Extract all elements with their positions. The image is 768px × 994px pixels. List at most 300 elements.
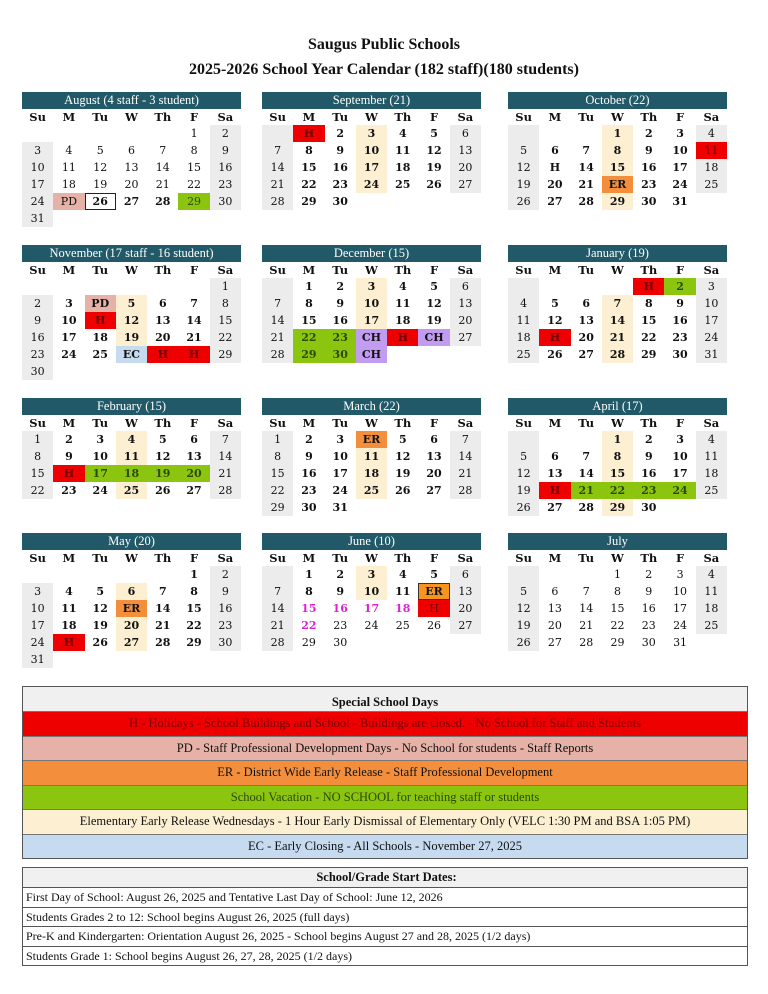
weekday-header bbox=[508, 415, 727, 431]
weekday-label: M bbox=[548, 263, 562, 277]
empty-cell bbox=[356, 634, 387, 651]
day-cell: 26 bbox=[508, 499, 539, 516]
weekday-label: F bbox=[189, 110, 199, 124]
day-cell: 4 bbox=[65, 144, 73, 157]
day-cell: 31 bbox=[673, 636, 688, 649]
day-cell: ER bbox=[418, 583, 449, 600]
day-cell: 27 bbox=[547, 636, 562, 649]
day-cell: 12 bbox=[93, 161, 108, 174]
day-cell: 13 bbox=[155, 314, 171, 327]
day-cell: 5 bbox=[96, 144, 104, 157]
day-cell: 17 bbox=[332, 467, 348, 480]
day-cell: 11 bbox=[356, 448, 387, 465]
empty-cell bbox=[387, 634, 418, 651]
weekday-header bbox=[262, 415, 481, 431]
month-3 bbox=[22, 245, 241, 380]
weekday-label: Tu bbox=[92, 551, 109, 565]
weekday-label: Su bbox=[515, 416, 532, 430]
month-title: June (10) bbox=[262, 533, 481, 550]
day-cell: 6 bbox=[127, 144, 135, 157]
day-cell: 10 bbox=[356, 142, 387, 159]
day-cell: 13 bbox=[450, 142, 481, 159]
day-cell: 25 bbox=[696, 482, 727, 499]
day-cell: 17 bbox=[85, 465, 116, 482]
day-cell: 29 bbox=[210, 346, 241, 363]
weekday-label: F bbox=[675, 110, 685, 124]
day-cell: 18 bbox=[116, 465, 147, 482]
weekday-label: F bbox=[675, 263, 685, 277]
month-title: February (15) bbox=[22, 398, 241, 415]
empty-cell bbox=[178, 278, 209, 295]
empty-cell bbox=[571, 566, 602, 583]
day-cell: 22 bbox=[186, 619, 202, 632]
empty-cell bbox=[85, 210, 116, 227]
empty-cell bbox=[85, 278, 116, 295]
day-cell: 28 bbox=[578, 195, 594, 208]
day-cell: 5 bbox=[430, 568, 438, 581]
empty-cell bbox=[147, 651, 178, 668]
day-cell: 22 bbox=[641, 331, 657, 344]
weekday-label: Sa bbox=[217, 110, 234, 124]
day-cell: 10 bbox=[673, 585, 688, 598]
weekday-label: Th bbox=[154, 263, 172, 277]
day-cell: H bbox=[293, 125, 324, 142]
day-cell: H bbox=[53, 465, 84, 482]
empty-cell bbox=[53, 651, 84, 668]
day-cell: 20 bbox=[547, 178, 563, 191]
weekday-label: Tu bbox=[578, 263, 595, 277]
day-cell: 29 bbox=[610, 636, 625, 649]
weekday-header bbox=[508, 262, 727, 278]
weekday-label: Th bbox=[154, 551, 172, 565]
weekday-label: Su bbox=[29, 416, 46, 430]
day-cell: 15 bbox=[602, 465, 633, 482]
weekday-label: M bbox=[302, 110, 316, 124]
empty-cell bbox=[178, 651, 209, 668]
month-title: December (15) bbox=[262, 245, 481, 262]
day-cell: 5 bbox=[430, 280, 438, 293]
weekday-label: W bbox=[125, 110, 138, 124]
empty-cell bbox=[178, 363, 209, 380]
weekday-label: W bbox=[125, 263, 138, 277]
day-cell: 16 bbox=[210, 600, 241, 617]
day-cell: 30 bbox=[641, 501, 657, 514]
day-cell: 11 bbox=[696, 142, 727, 159]
empty-cell bbox=[418, 634, 449, 651]
day-cell: 12 bbox=[508, 600, 539, 617]
day-cell: 1 bbox=[190, 568, 198, 581]
day-cell: 8 bbox=[190, 585, 198, 598]
weekday-header bbox=[22, 415, 241, 431]
empty-cell bbox=[508, 125, 539, 142]
day-cell: 19 bbox=[426, 314, 442, 327]
day-grid bbox=[22, 566, 241, 668]
empty-cell bbox=[356, 499, 387, 516]
start-dates-row: First Day of School: August 26, 2025 and Tentative Last Day of School: June 12, 2026 bbox=[23, 887, 747, 907]
day-cell: 23 bbox=[61, 484, 77, 497]
empty-cell bbox=[178, 210, 209, 227]
weekday-label: M bbox=[302, 416, 316, 430]
weekday-label: Sa bbox=[703, 551, 720, 565]
day-cell: 17 bbox=[22, 176, 53, 193]
day-cell: 8 bbox=[613, 585, 621, 598]
day-cell: 12 bbox=[155, 450, 171, 463]
day-cell: 26 bbox=[395, 484, 411, 497]
empty-cell bbox=[116, 125, 147, 142]
empty-cell bbox=[116, 278, 147, 295]
weekday-label: W bbox=[611, 416, 624, 430]
day-cell: 17 bbox=[61, 331, 77, 344]
weekday-label: M bbox=[302, 551, 316, 565]
weekday-label: W bbox=[611, 551, 624, 565]
weekday-label: W bbox=[611, 263, 624, 277]
day-cell: 31 bbox=[696, 346, 727, 363]
day-cell: 1 bbox=[602, 125, 633, 142]
weekday-label: M bbox=[62, 263, 76, 277]
month-11 bbox=[508, 533, 727, 651]
weekday-label: Sa bbox=[703, 416, 720, 430]
start-dates-title: School/Grade Start Dates: bbox=[23, 868, 747, 887]
weekday-label: Th bbox=[394, 551, 412, 565]
day-cell: 8 bbox=[210, 295, 241, 312]
day-cell: 6 bbox=[450, 566, 481, 583]
day-cell: CH bbox=[356, 329, 387, 346]
empty-cell bbox=[85, 125, 116, 142]
weekday-label: Tu bbox=[92, 110, 109, 124]
day-cell: 19 bbox=[508, 617, 539, 634]
day-cell: 6 bbox=[551, 585, 559, 598]
day-cell: H bbox=[539, 482, 570, 499]
weekday-label: F bbox=[675, 551, 685, 565]
day-cell: 23 bbox=[641, 619, 656, 632]
empty-cell bbox=[539, 125, 570, 142]
day-cell: 9 bbox=[65, 450, 73, 463]
day-cell: 29 bbox=[262, 499, 293, 516]
day-cell: 8 bbox=[22, 448, 53, 465]
empty-cell bbox=[418, 499, 449, 516]
day-cell: 3 bbox=[676, 127, 684, 140]
weekday-label: Su bbox=[29, 110, 46, 124]
day-cell: 12 bbox=[426, 144, 442, 157]
day-cell: 25 bbox=[508, 346, 539, 363]
empty-cell bbox=[147, 210, 178, 227]
day-cell: 7 bbox=[582, 585, 590, 598]
day-cell: 20 bbox=[547, 619, 562, 632]
empty-cell bbox=[53, 210, 84, 227]
day-cell: 27 bbox=[450, 176, 481, 193]
day-cell: 5 bbox=[508, 448, 539, 465]
day-cell: 15 bbox=[301, 314, 317, 327]
day-cell: 28 bbox=[262, 193, 293, 210]
day-cell: 20 bbox=[450, 159, 481, 176]
day-cell: 24 bbox=[61, 348, 77, 361]
day-cell: 6 bbox=[551, 144, 559, 157]
day-cell: 11 bbox=[395, 297, 411, 310]
empty-cell bbox=[22, 278, 53, 295]
day-cell: H bbox=[147, 346, 178, 363]
day-cell: 12 bbox=[508, 465, 539, 482]
day-cell: 9 bbox=[676, 297, 684, 310]
day-cell: CH bbox=[356, 346, 387, 363]
weekday-header bbox=[508, 109, 727, 125]
day-cell: 21 bbox=[262, 329, 293, 346]
weekday-label: Th bbox=[154, 110, 172, 124]
day-cell: H bbox=[178, 346, 209, 363]
start-dates-table bbox=[22, 867, 748, 966]
day-cell: 2 bbox=[664, 278, 695, 295]
weekday-label: Sa bbox=[217, 263, 234, 277]
day-cell: 5 bbox=[508, 583, 539, 600]
day-cell: 22 bbox=[293, 329, 324, 346]
weekday-label: F bbox=[189, 416, 199, 430]
day-cell: 18 bbox=[92, 331, 108, 344]
legend-vacation: School Vacation - NO SCHOOL for teaching staff or students bbox=[23, 785, 747, 810]
day-cell: 3 bbox=[356, 125, 387, 142]
day-cell: 12 bbox=[116, 312, 147, 329]
empty-cell bbox=[539, 278, 570, 295]
weekday-header bbox=[508, 550, 727, 566]
legend-title: Special School Days bbox=[23, 687, 747, 711]
empty-cell bbox=[262, 125, 293, 142]
day-cell: 22 bbox=[210, 329, 241, 346]
day-cell: 18 bbox=[696, 600, 727, 617]
legend-elem-wed: Elementary Early Release Wednesdays - 1 Hour Early Dismissal of Elementary Only (VELC 1:30 PM and BSA 1:05 PM) bbox=[23, 809, 747, 834]
empty-cell bbox=[356, 193, 387, 210]
day-cell: 22 bbox=[301, 619, 317, 632]
day-cell: 10 bbox=[61, 314, 77, 327]
day-cell: 11 bbox=[61, 161, 76, 174]
day-cell: 1 bbox=[210, 278, 241, 295]
day-cell: 13 bbox=[578, 314, 594, 327]
weekday-label: Th bbox=[640, 551, 658, 565]
day-cell: 19 bbox=[147, 465, 178, 482]
day-cell: 4 bbox=[508, 295, 539, 312]
weekday-label: M bbox=[62, 110, 76, 124]
day-cell: 25 bbox=[395, 178, 411, 191]
day-cell: 17 bbox=[672, 161, 688, 174]
day-cell: 12 bbox=[92, 602, 108, 615]
day-cell: 3 bbox=[96, 433, 105, 446]
day-cell: 31 bbox=[332, 501, 348, 514]
day-cell: 14 bbox=[262, 600, 293, 617]
day-cell: 16 bbox=[210, 159, 241, 176]
day-grid bbox=[508, 125, 727, 210]
weekday-label: Tu bbox=[332, 110, 349, 124]
empty-cell bbox=[147, 363, 178, 380]
weekday-label: Tu bbox=[578, 110, 595, 124]
day-cell: 14 bbox=[579, 602, 594, 615]
day-cell: 7 bbox=[602, 295, 633, 312]
day-cell: 29 bbox=[602, 193, 633, 210]
day-cell: 5 bbox=[96, 585, 105, 598]
day-cell: 10 bbox=[356, 295, 387, 312]
weekday-header bbox=[262, 109, 481, 125]
day-cell: 14 bbox=[155, 161, 170, 174]
day-cell: 27 bbox=[186, 484, 202, 497]
day-cell: 12 bbox=[547, 314, 563, 327]
day-cell: 13 bbox=[547, 602, 562, 615]
day-cell: 18 bbox=[696, 465, 727, 482]
empty-cell bbox=[262, 278, 293, 295]
day-cell: 27 bbox=[547, 501, 563, 514]
day-cell: 2 bbox=[336, 127, 345, 140]
day-cell: 16 bbox=[641, 602, 656, 615]
day-cell: 5 bbox=[398, 433, 407, 446]
day-cell: 25 bbox=[696, 176, 727, 193]
day-cell: 15 bbox=[262, 465, 293, 482]
day-cell: H bbox=[549, 161, 561, 174]
weekday-label: Tu bbox=[578, 551, 595, 565]
day-grid bbox=[22, 278, 241, 380]
empty-cell bbox=[147, 125, 178, 142]
day-cell: 17 bbox=[356, 159, 387, 176]
day-cell: 2 bbox=[210, 566, 241, 583]
day-cell: 28 bbox=[155, 636, 171, 649]
weekday-label: Tu bbox=[332, 551, 349, 565]
day-cell: 23 bbox=[672, 331, 688, 344]
day-cell: 18 bbox=[395, 314, 411, 327]
day-cell: 26 bbox=[92, 636, 108, 649]
empty-cell bbox=[116, 210, 147, 227]
month-7 bbox=[262, 398, 481, 516]
weekday-label: M bbox=[62, 551, 76, 565]
empty-cell bbox=[450, 193, 481, 210]
day-cell: 4 bbox=[116, 431, 147, 448]
day-cell: 22 bbox=[602, 482, 633, 499]
day-cell: 4 bbox=[65, 585, 73, 598]
day-cell: 1 bbox=[305, 280, 313, 293]
day-cell: 19 bbox=[92, 619, 108, 632]
month-title: March (22) bbox=[262, 398, 481, 415]
day-cell: 3 bbox=[356, 278, 387, 295]
day-cell: 19 bbox=[508, 482, 539, 499]
day-cell: 17 bbox=[363, 602, 380, 615]
day-cell: 4 bbox=[696, 125, 727, 142]
day-cell: 8 bbox=[305, 144, 313, 157]
weekday-label: W bbox=[365, 263, 378, 277]
day-cell: 21 bbox=[262, 176, 293, 193]
weekday-label: Th bbox=[394, 416, 412, 430]
weekday-label: M bbox=[62, 416, 76, 430]
day-cell: 9 bbox=[305, 450, 313, 463]
day-cell: 26 bbox=[426, 178, 442, 191]
day-cell: 27 bbox=[123, 195, 140, 208]
day-cell: 20 bbox=[426, 467, 442, 480]
empty-cell bbox=[539, 566, 570, 583]
day-cell: 6 bbox=[116, 583, 147, 600]
day-cell: 19 bbox=[508, 176, 539, 193]
day-cell: 2 bbox=[22, 295, 53, 312]
day-cell: 5 bbox=[430, 127, 438, 140]
day-cell: 1 bbox=[602, 431, 633, 448]
day-cell: 3 bbox=[22, 142, 53, 159]
day-cell: 21 bbox=[578, 178, 594, 191]
weekday-label: F bbox=[429, 416, 439, 430]
day-cell: 24 bbox=[364, 619, 379, 632]
day-cell: H bbox=[418, 600, 449, 617]
day-cell: 15 bbox=[186, 602, 202, 615]
day-cell: 13 bbox=[547, 467, 563, 480]
day-cell: 27 bbox=[547, 195, 563, 208]
empty-cell bbox=[387, 193, 418, 210]
day-cell: 20 bbox=[450, 312, 481, 329]
day-cell: 2 bbox=[336, 568, 345, 581]
weekday-header bbox=[22, 109, 241, 125]
day-cell: 20 bbox=[124, 178, 139, 191]
day-cell: 9 bbox=[644, 144, 653, 157]
day-cell: 31 bbox=[22, 651, 53, 668]
empty-cell bbox=[85, 651, 116, 668]
empty-cell bbox=[450, 499, 481, 516]
day-cell: 20 bbox=[155, 331, 171, 344]
special-days-legend bbox=[22, 686, 748, 859]
day-cell: 17 bbox=[672, 467, 688, 480]
day-cell: 21 bbox=[450, 465, 481, 482]
day-cell: 8 bbox=[305, 297, 313, 310]
day-cell: 26 bbox=[85, 193, 116, 210]
day-cell: 10 bbox=[356, 583, 387, 600]
day-cell: 11 bbox=[395, 585, 411, 598]
day-cell: 15 bbox=[22, 465, 53, 482]
day-cell: 26 bbox=[508, 634, 539, 651]
day-cell: 9 bbox=[336, 585, 345, 598]
day-cell: 20 bbox=[450, 600, 481, 617]
day-cell: 26 bbox=[155, 484, 171, 497]
day-grid bbox=[508, 431, 727, 516]
day-cell: 13 bbox=[450, 583, 481, 600]
weekday-label: W bbox=[365, 416, 378, 430]
day-cell: 14 bbox=[210, 448, 241, 465]
day-cell: 1 bbox=[190, 127, 198, 140]
empty-cell bbox=[696, 193, 727, 210]
day-cell: ER bbox=[356, 431, 387, 448]
empty-cell bbox=[22, 125, 53, 142]
weekday-label: Su bbox=[515, 263, 532, 277]
weekday-label: Tu bbox=[332, 416, 349, 430]
day-cell: 24 bbox=[672, 178, 688, 191]
weekday-label: W bbox=[611, 110, 624, 124]
month-0 bbox=[22, 92, 241, 227]
day-cell: 16 bbox=[332, 161, 348, 174]
day-cell: 30 bbox=[332, 195, 348, 208]
weekday-label: Su bbox=[269, 263, 286, 277]
day-cell: 23 bbox=[210, 617, 241, 634]
month-9 bbox=[22, 533, 241, 668]
day-grid bbox=[508, 278, 727, 363]
day-cell: 10 bbox=[92, 450, 108, 463]
day-cell: 30 bbox=[672, 348, 688, 361]
empty-cell bbox=[262, 566, 293, 583]
legend-er: ER - District Wide Early Release - Staff Professional Development bbox=[23, 760, 747, 785]
day-cell: 5 bbox=[116, 295, 147, 312]
page-subtitle: 2025-2026 School Year Calendar (182 staff)(180 students) bbox=[189, 61, 579, 78]
empty-cell bbox=[387, 499, 418, 516]
day-cell: 9 bbox=[645, 585, 653, 598]
day-cell: 2 bbox=[336, 280, 345, 293]
day-cell: 23 bbox=[332, 178, 348, 191]
day-cell: 2 bbox=[305, 433, 313, 446]
day-cell: 6 bbox=[582, 297, 591, 310]
day-cell: 19 bbox=[93, 178, 108, 191]
day-cell: 23 bbox=[325, 329, 356, 346]
day-cell: 24 bbox=[696, 329, 727, 346]
day-cell: 14 bbox=[262, 159, 293, 176]
weekday-header bbox=[262, 550, 481, 566]
empty-cell bbox=[508, 566, 539, 583]
empty-cell bbox=[571, 278, 602, 295]
empty-cell bbox=[418, 193, 449, 210]
weekday-label: Sa bbox=[703, 263, 720, 277]
